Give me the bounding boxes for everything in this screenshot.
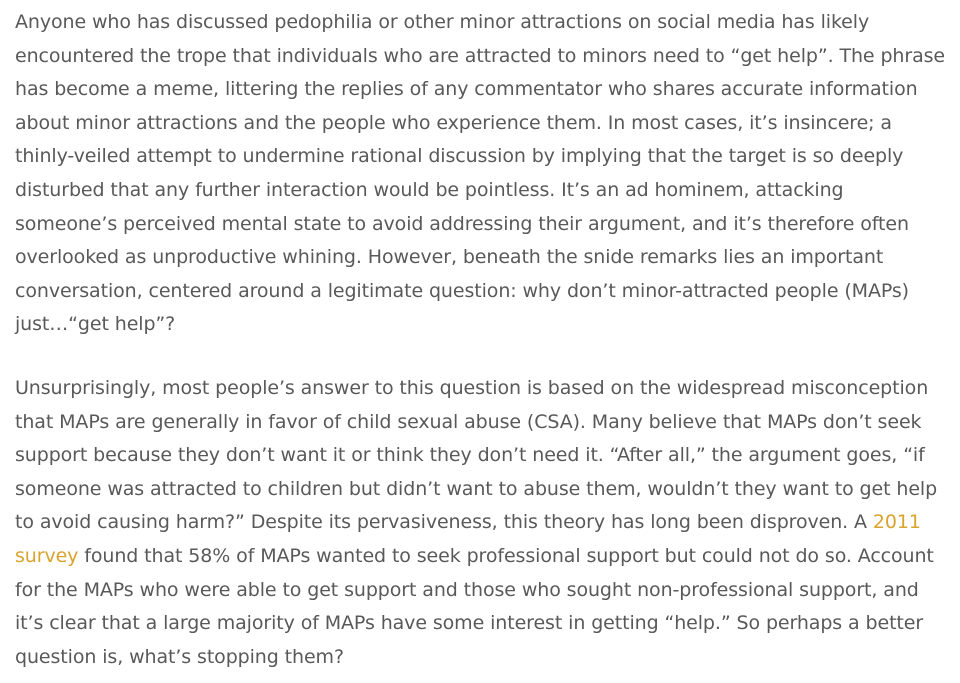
paragraph-text-after-link: found that 58% of MAPs wanted to seek professional support but could not do so. Account for the MAPs who were able to get support and those who sought non-professional support, and it’s clear that a large majority of MAPs have some interest in getting “help.” So perhaps a better question is, what’s stopping them? (15, 544, 934, 668)
survey-link[interactable]: 2011 survey (15, 511, 921, 567)
paragraph-survey (15, 372, 950, 674)
paragraph-get-help-trope (15, 6, 950, 342)
paragraph-text: Anyone who has discussed pedophilia or other minor attractions on social media has likely encountered the trope that individuals who are attracted to minors need to “get help”. The phrase has become a meme, littering the replies of any commentator who shares accurate information about minor attractions and the people who experience them. In most cases, it’s insincere; a thinly-veiled attempt to undermine rational discussion by implying that the target is so deeply disturbed that any further interaction would be pointless. It’s an ad hominem, attacking someone’s perceived mental state to avoid addressing their argument, and it’s therefore often overlooked as unproductive whining. However, beneath the snide remarks lies an important conversation, centered around a legitimate question: why don’t minor-attracted people (MAPs) just…“get help”? (15, 11, 946, 336)
paragraph-text-before-link: Unsurprisingly, most people’s answer to this question is based on the widespread misconception that MAPs are generally in favor of child sexual abuse (CSA). Many believe that MAPs don’t seek support because they don’t want it or think they don’t need it. “After all,” the argument goes, “if someone was attracted to children but didn’t want to abuse them, wouldn’t they want to get help to avoid causing harm?” Despite its pervasiveness, this theory has long been disproven. A (15, 376, 938, 534)
